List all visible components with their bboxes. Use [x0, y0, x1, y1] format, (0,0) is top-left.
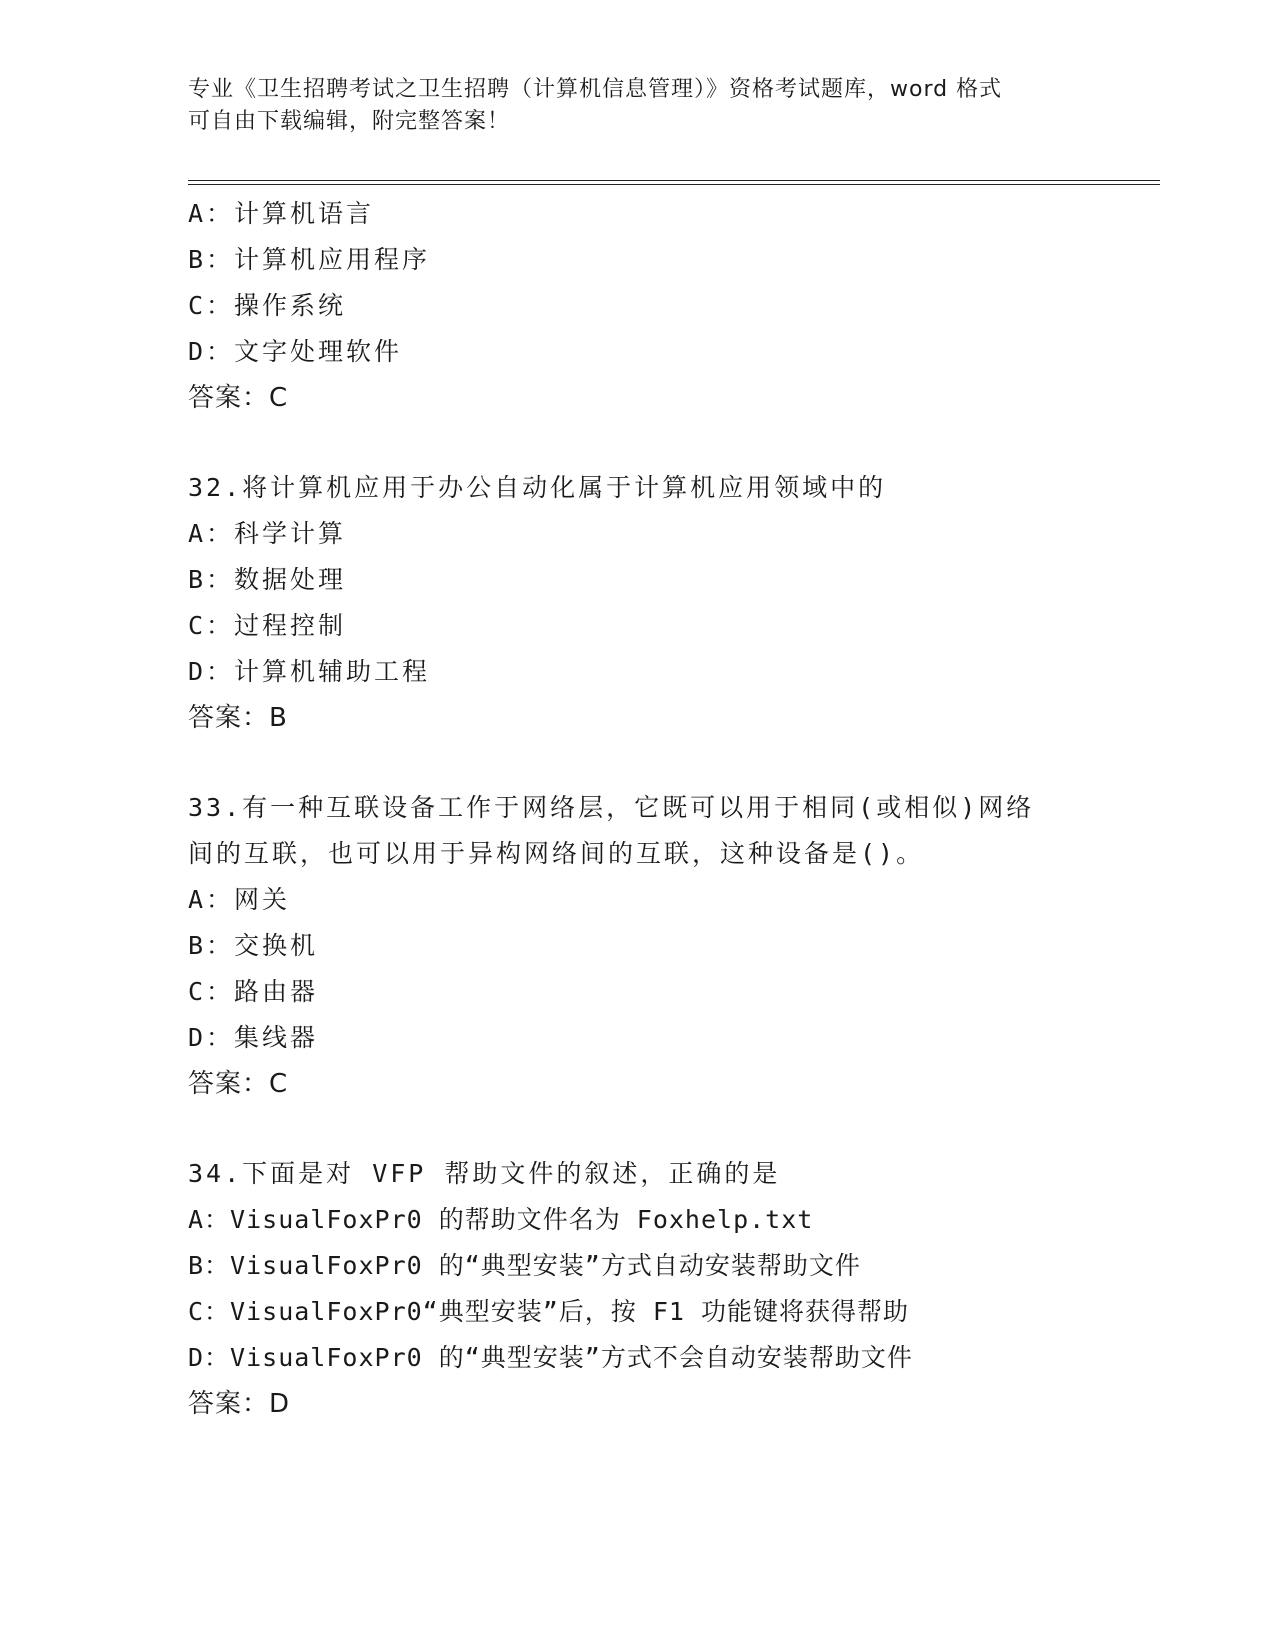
answer-line: 答案：D [188, 1389, 291, 1419]
option-d: D：文字处理软件 [188, 337, 403, 366]
option-a: A：科学计算 [188, 519, 347, 548]
question-32 [188, 465, 1148, 741]
option-d: D：集线器 [188, 1023, 319, 1052]
option-d: D：VisualFoxPr0 的“典型安装”方式不会自动安装帮助文件 [188, 1343, 913, 1372]
document-header [188, 74, 1088, 138]
answer-line: 答案：C [188, 383, 289, 413]
option-b: B：计算机应用程序 [188, 245, 431, 274]
question-stem: 33.有一种互联设备工作于网络层，它既可以用于相同(或相似)网络间的互联，也可以用于异构网络间的互联，这种设备是()。 [188, 793, 1035, 868]
option-a: A：计算机语言 [188, 199, 375, 228]
option-c: C：VisualFoxPr0“典型安装”后，按 F1 功能键将获得帮助 [188, 1297, 909, 1326]
option-b: B：数据处理 [188, 565, 347, 594]
option-a: A：VisualFoxPr0 的帮助文件名为 Foxhelp.txt [188, 1205, 814, 1234]
question-stem: 34.下面是对 VFP 帮助文件的叙述，正确的是 [188, 1159, 781, 1188]
option-c: C：操作系统 [188, 291, 347, 320]
header-line-1: 专业《卫生招聘考试之卫生招聘（计算机信息管理）》资格考试题库，word 格式 [188, 77, 1003, 102]
spacer [188, 421, 1148, 465]
question-list [188, 191, 1148, 1427]
header-divider [188, 180, 1160, 185]
question-stem: 32.将计算机应用于办公自动化属于计算机应用领域中的 [188, 473, 887, 502]
option-d: D：计算机辅助工程 [188, 657, 431, 686]
option-a: A：网关 [188, 885, 291, 914]
header-line-2: 可自由下载编辑，附完整答案！ [188, 109, 511, 134]
question-31-continued [188, 191, 1148, 421]
spacer [188, 741, 1148, 785]
spacer [188, 1107, 1148, 1151]
option-c: C：路由器 [188, 977, 319, 1006]
answer-line: 答案：C [188, 1069, 289, 1099]
option-b: B：VisualFoxPr0 的“典型安装”方式自动安装帮助文件 [188, 1251, 861, 1280]
option-b: B：交换机 [188, 931, 319, 960]
answer-line: 答案：B [188, 703, 288, 733]
option-c: C：过程控制 [188, 611, 347, 640]
question-33 [188, 785, 1148, 1107]
question-34 [188, 1151, 1148, 1427]
